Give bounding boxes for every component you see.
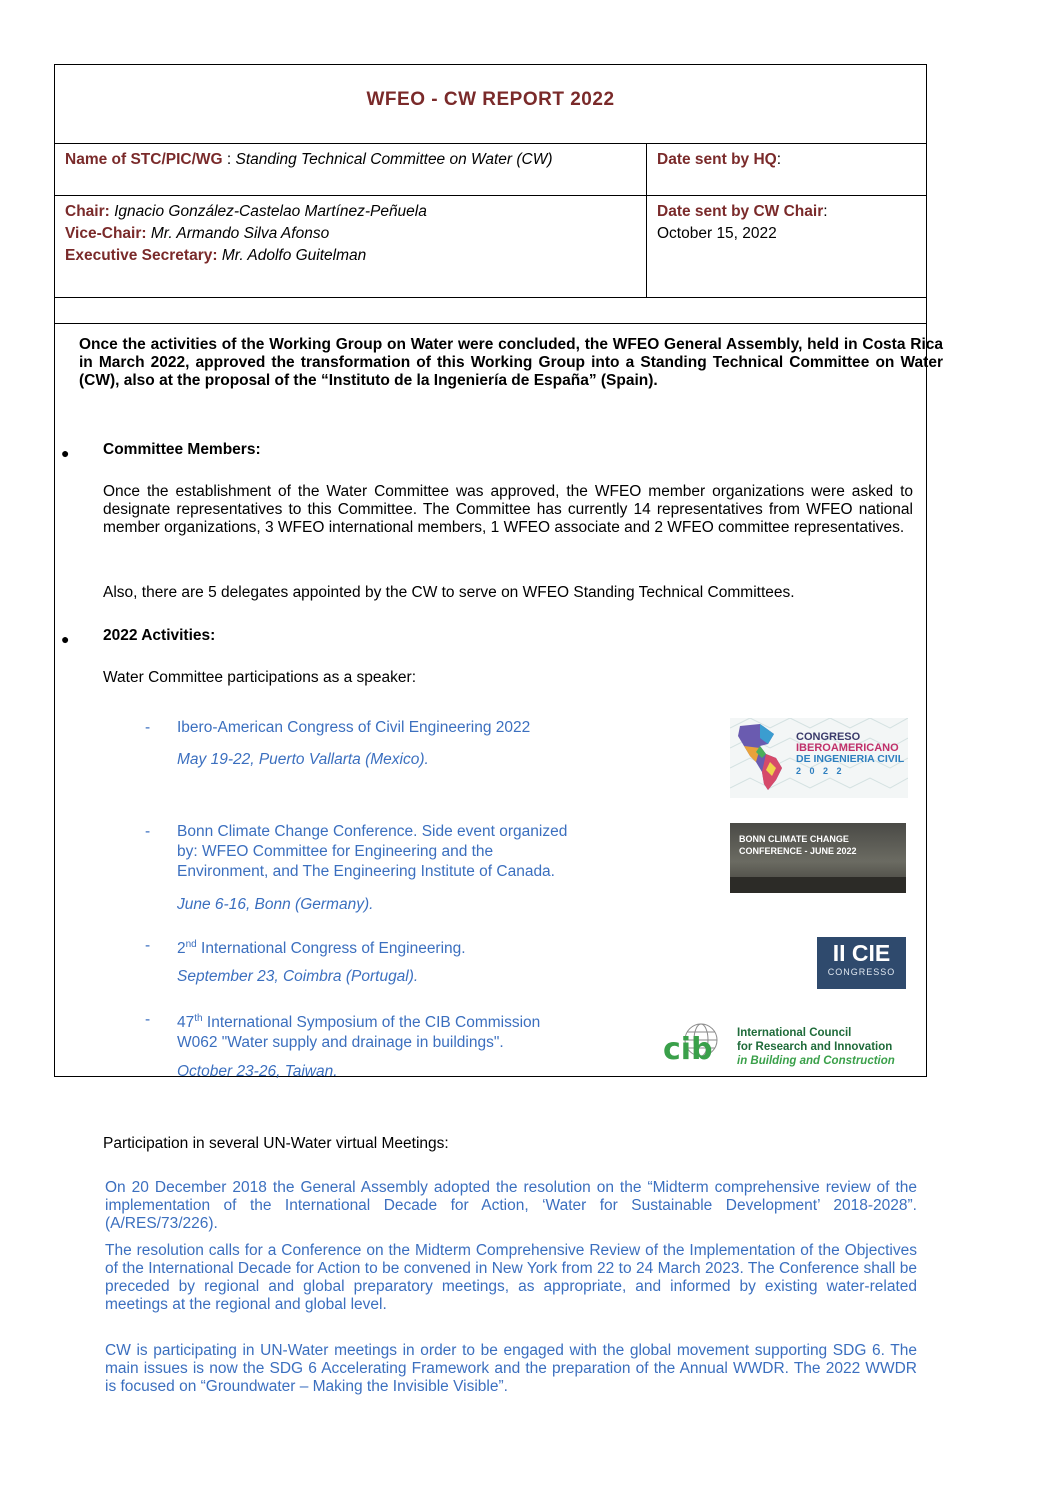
congreso-line-2: IBEROAMERICANO <box>796 742 899 754</box>
congreso-logo-text <box>796 732 904 777</box>
bonn-line-1: BONN CLIMATE CHANGE <box>739 834 849 844</box>
divider <box>55 143 926 144</box>
ordinal-suffix: th <box>194 1013 203 1024</box>
divider <box>55 323 926 324</box>
date-hq-label: Date sent by HQ <box>657 151 777 168</box>
exec-secretary-value: Mr. Adolfo Guitelman <box>221 247 367 264</box>
date-cw-cell <box>657 201 828 245</box>
cib-mark: cib <box>663 1032 713 1067</box>
exec-secretary-label: Executive Secretary: <box>65 247 218 264</box>
chair-value: Ignacio González-Castelao Martínez-Peñuela <box>114 203 427 220</box>
date-cw-label: Date sent by CW Chair <box>657 203 824 220</box>
stc-cell <box>65 149 553 171</box>
date-hq-cell <box>657 149 781 171</box>
cib-line-2: for Research and Innovation <box>737 1041 893 1053</box>
activity-4-title-line-1: International Symposium of the CIB Commission <box>202 1014 541 1032</box>
activity-3-title-text: International Congress of Engineering. <box>196 940 466 958</box>
date-hq-colon: : <box>776 151 782 168</box>
activity-4-title <box>177 1009 540 1053</box>
activity-2-when: June 6-16, Bonn (Germany). <box>177 896 374 913</box>
activity-4-when: October 23-26, Taiwan. <box>177 1063 338 1080</box>
activity-2-title-line-3: Environment, and The Engineering Institute of Canada. <box>177 863 555 880</box>
cie-subtitle: CONGRESSO <box>827 967 896 977</box>
column-divider <box>646 143 647 298</box>
congreso-line-4: 2 0 2 2 <box>796 766 845 776</box>
bonn-line-2: CONFERENCE - JUNE 2022 <box>739 846 857 856</box>
activities-heading: 2022 Activities: <box>103 627 216 644</box>
divider <box>55 297 926 298</box>
stc-value: Standing Technical Committee on Water (CW) <box>235 151 553 168</box>
activity-3-title <box>177 935 466 959</box>
cie-title: II CIE <box>832 940 891 966</box>
vice-chair-label: Vice-Chair: <box>65 225 147 242</box>
activity-2-title-line-1: Bonn Climate Change Conference. Side event organized <box>177 823 568 840</box>
stc-separator: : <box>222 151 236 168</box>
ordinal-number: 2 <box>177 940 186 958</box>
bonn-conference-photo <box>730 823 906 893</box>
chair-label: Chair: <box>65 203 110 220</box>
stc-label: Name of STC/PIC/WG <box>65 151 223 168</box>
activity-dash: - <box>145 719 151 736</box>
chair-cell <box>65 201 427 267</box>
congreso-logo <box>730 718 908 798</box>
unwater-paragraph-3: CW is participating in UN-Water meetings in order to be engaged with the global movement supporting SDG 6. The main issues is now the SDG 6 Accelerating Framework and the preparation of the Annual WWDR. The 2022 WWDR is focused on “Groundwater – Making the Invisible Visible”. <box>105 1342 917 1395</box>
vice-chair-value: Mr. Armando Silva Afonso <box>150 225 330 242</box>
date-cw-colon: : <box>823 203 828 220</box>
activity-dash: - <box>145 823 151 840</box>
activity-1-title: Ibero-American Congress of Civil Engineering 2022 <box>177 719 531 736</box>
cib-line-3: in Building and Construction <box>737 1055 895 1067</box>
activity-2-title <box>177 822 567 882</box>
members-heading: Committee Members: <box>103 441 261 458</box>
cib-logo-text <box>737 1026 895 1068</box>
activity-3-when: September 23, Coimbra (Portugal). <box>177 968 419 985</box>
intro-paragraph: Once the activities of the Working Group on Water were concluded, the WFEO General Assembly, held in Costa Rica in March 2022, approved the transformation of this Working Group into a Standing Technical Committee on Water (CW), also at the proposal of the “Instituto de la Ingeniería de España” (Spain). <box>79 336 943 389</box>
bonn-logo-text <box>739 833 857 857</box>
activity-4-title-line-2: W062 "Water supply and drainage in buildings". <box>177 1034 504 1052</box>
report-title: WFEO - CW REPORT 2022 <box>366 89 615 110</box>
activity-dash: - <box>145 937 151 954</box>
activity-dash: - <box>145 1011 151 1028</box>
unwater-heading: Participation in several UN-Water virtual Meetings: <box>103 1135 449 1152</box>
activity-1-when: May 19-22, Puerto Vallarta (Mexico). <box>177 751 429 768</box>
photo-floor <box>730 877 906 893</box>
date-cw-value: October 15, 2022 <box>657 225 777 242</box>
bullet-icon: ● <box>61 631 70 647</box>
ordinal-number: 47 <box>177 1014 195 1032</box>
bullet-icon: ● <box>61 445 70 461</box>
report-frame <box>54 64 943 1395</box>
unwater-paragraph-1: On 20 December 2018 the General Assembly adopted the resolution on the “Midterm comprehensive review of the implementation of the International Decade for Action, ‘Water for Sustainable Development’ 2018-2028”. (A/RES/73/226). <box>105 1179 917 1232</box>
activities-intro: Water Committee participations as a speaker: <box>103 669 416 686</box>
cib-line-1: International Council <box>737 1027 852 1039</box>
unwater-paragraph-2: The resolution calls for a Conference on the Midterm Comprehensive Review of the Implementation of the Objectives of the International Decade for Action to be convened in New York from 22 to 24 March 2023. The Conference shall be preceded by regional and global preparatory meetings, as appropriate, and informed by existing water-related meetings at the regional and global level. <box>105 1242 917 1313</box>
divider <box>55 195 926 196</box>
cie-logo <box>817 937 906 989</box>
activity-2-title-line-2: by: WFEO Committee for Engineering and the <box>177 843 494 860</box>
cib-logo <box>663 1020 898 1072</box>
members-paragraph-2: Also, there are 5 delegates appointed by the CW to serve on WFEO Standing Technical Committees. <box>103 584 795 601</box>
members-paragraph-1: Once the establishment of the Water Committee was approved, the WFEO member organizations were asked to designate representatives to this Committee. The Committee has currently 14 representatives from WFEO national member organizations, 3 WFEO international members, 1 WFEO associate and 2 WFEO committee representatives. <box>103 483 913 536</box>
congreso-line-1: CONGRESO <box>796 731 861 743</box>
ordinal-suffix: nd <box>185 939 197 950</box>
congreso-line-3: DE INGENIERIA CIVIL <box>796 753 905 765</box>
